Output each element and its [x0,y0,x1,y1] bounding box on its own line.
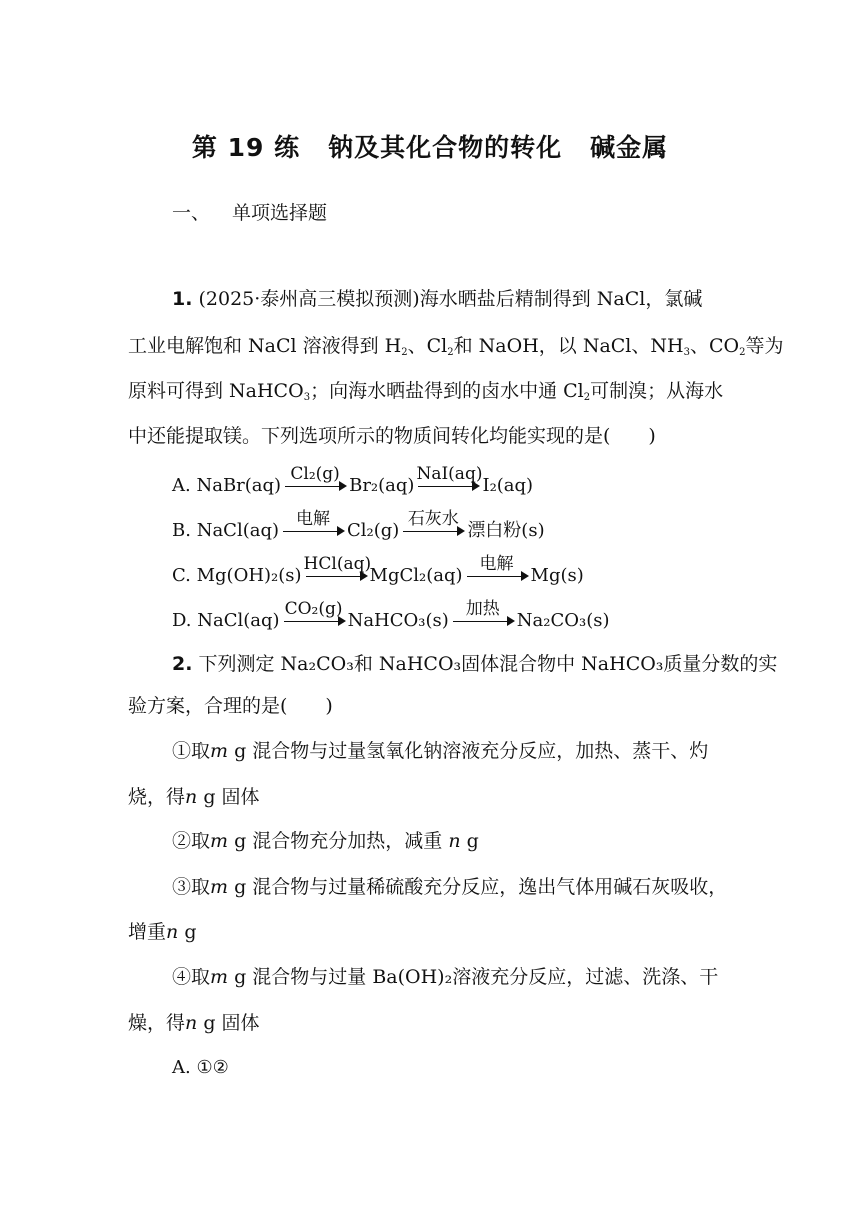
q1-line-2 [128,333,783,366]
reaction-arrow [281,509,345,544]
q2-item-3-cont [128,919,196,945]
q1-text: 等为 [745,335,784,357]
q2-item-4-cont [128,1010,260,1036]
subscript: 2 [401,347,408,358]
title-subtopic: 碱金属 [590,133,669,162]
q1-text: 和 NaOH，以 NaCl、NH [453,335,684,357]
q1-option-c[interactable] [172,554,584,589]
q1-text: 、CO [689,335,740,357]
subscript: 2 [447,347,454,358]
item-text: g 混合物充分加热，减重 [234,830,443,852]
q2-number: 2. [172,653,193,675]
reaction-arrow [416,464,483,499]
arrow-condition: 加热 [465,599,500,619]
title-exercise-number: 第 19 练 [191,133,301,162]
variable-n: n [185,786,198,808]
reaction-arrow [451,599,515,634]
item-text: g 混合物与过量 Ba(OH)₂溶液充分反应，过滤、洗涤、干 [234,966,719,988]
arrow-condition: CO₂(g) [284,599,343,619]
q1-text: (2025·泰州高三模拟预测)海水晒盐后精制得到 NaCl，氯碱 [198,288,703,310]
q2-line-1 [172,651,777,677]
item-text: g 混合物与过量稀硫酸充分反应，逸出气体用碱石灰吸收， [234,876,728,898]
arrow-condition: NaI(aq) [416,464,483,484]
q1-line-4 [128,423,656,449]
product: NaHCO₃(s) [347,610,449,631]
subscript: 2 [583,392,591,403]
variable-n: n [185,1012,198,1034]
q1-option-a[interactable] [172,464,534,499]
option-text: A. ①② [172,1057,229,1078]
q1-text: 工业电解饱和 NaCl 溶液得到 H [128,335,402,357]
option-label: C. [172,565,191,586]
q1-text: ；向海水晒盐得到的卤水中通 Cl [310,380,584,402]
q2-text: 下列测定 Na₂CO₃和 NaHCO₃固体混合物中 NaHCO₃质量分数的实 [198,653,778,675]
reaction-arrow [282,599,346,634]
item-text: 烧，得 [128,786,186,808]
q2-item-2 [172,828,479,854]
product: I₂(aq) [482,475,534,496]
option-label: B. [172,520,191,541]
page-title [0,128,860,164]
q1-option-d[interactable] [172,599,610,634]
arrow-condition: 电解 [296,509,330,529]
variable-m: m [210,966,229,988]
item-text: ②取 [172,830,211,852]
arrow-condition: 电解 [479,554,514,574]
product: 漂白粉(s) [467,520,545,541]
item-text: g 固体 [203,786,260,808]
arrow-condition: Cl₂(g) [290,464,340,484]
section-label: 单项选择题 [232,202,328,224]
title-topic: 钠及其化合物的转化 [328,133,563,162]
variable-m: m [210,830,229,852]
q1-text: 中还能提取镁。下列选项所示的物质间转化均能实现的是( ) [128,425,656,447]
subscript: 2 [739,347,746,358]
q1-text: 可制溴；从海水 [590,380,724,402]
reaction-arrow [401,509,465,544]
product: Cl₂(g) [347,520,400,541]
item-text: g [466,830,479,852]
reaction-arrow [303,554,372,589]
q1-option-b[interactable] [172,509,545,544]
q2-item-3 [172,874,727,900]
option-label: A. [172,475,191,496]
reactant: NaCl(aq) [196,520,279,541]
q2-option-a[interactable] [172,1055,229,1081]
q2-item-4 [172,964,718,990]
reactant: NaBr(aq) [196,475,282,496]
item-text: ③取 [172,876,211,898]
reaction-arrow [283,464,347,499]
item-text: 增重 [128,921,167,943]
q1-line-1 [172,286,702,312]
section-number: 一、 [172,202,211,224]
variable-n: n [166,921,179,943]
arrow-condition: 石灰水 [407,509,459,529]
subscript: 3 [303,392,311,403]
product: Mg(s) [530,565,584,586]
variable-n: n [448,830,461,852]
q1-number: 1. [172,288,193,310]
item-text: g 固体 [203,1012,260,1034]
q1-text: 、Cl [407,335,448,357]
item-text: 燥，得 [128,1012,186,1034]
variable-m: m [210,740,229,762]
reaction-arrow [465,554,529,589]
item-text: g 混合物与过量氢氧化钠溶液充分反应，加热、蒸干、灼 [234,740,709,762]
subscript: 3 [683,347,690,358]
item-text: g [184,921,197,943]
product: MgCl₂(aq) [369,565,463,586]
q1-line-3 [128,378,723,411]
product: Na₂CO₃(s) [516,610,610,631]
section-heading [172,198,327,225]
q1-text: 原料可得到 NaHCO [128,380,304,402]
item-text: ④取 [172,966,211,988]
item-text: ①取 [172,740,211,762]
q2-text: 验方案，合理的是( ) [128,695,333,717]
product: Br₂(aq) [349,475,415,496]
q2-item-1-cont [128,784,260,810]
reactant: NaCl(aq) [197,610,280,631]
q2-line-2 [128,693,333,719]
reactant: Mg(OH)₂(s) [196,565,302,586]
q2-item-1 [172,738,708,764]
variable-m: m [210,876,229,898]
option-label: D. [172,610,192,631]
arrow-condition: HCl(aq) [303,554,372,574]
